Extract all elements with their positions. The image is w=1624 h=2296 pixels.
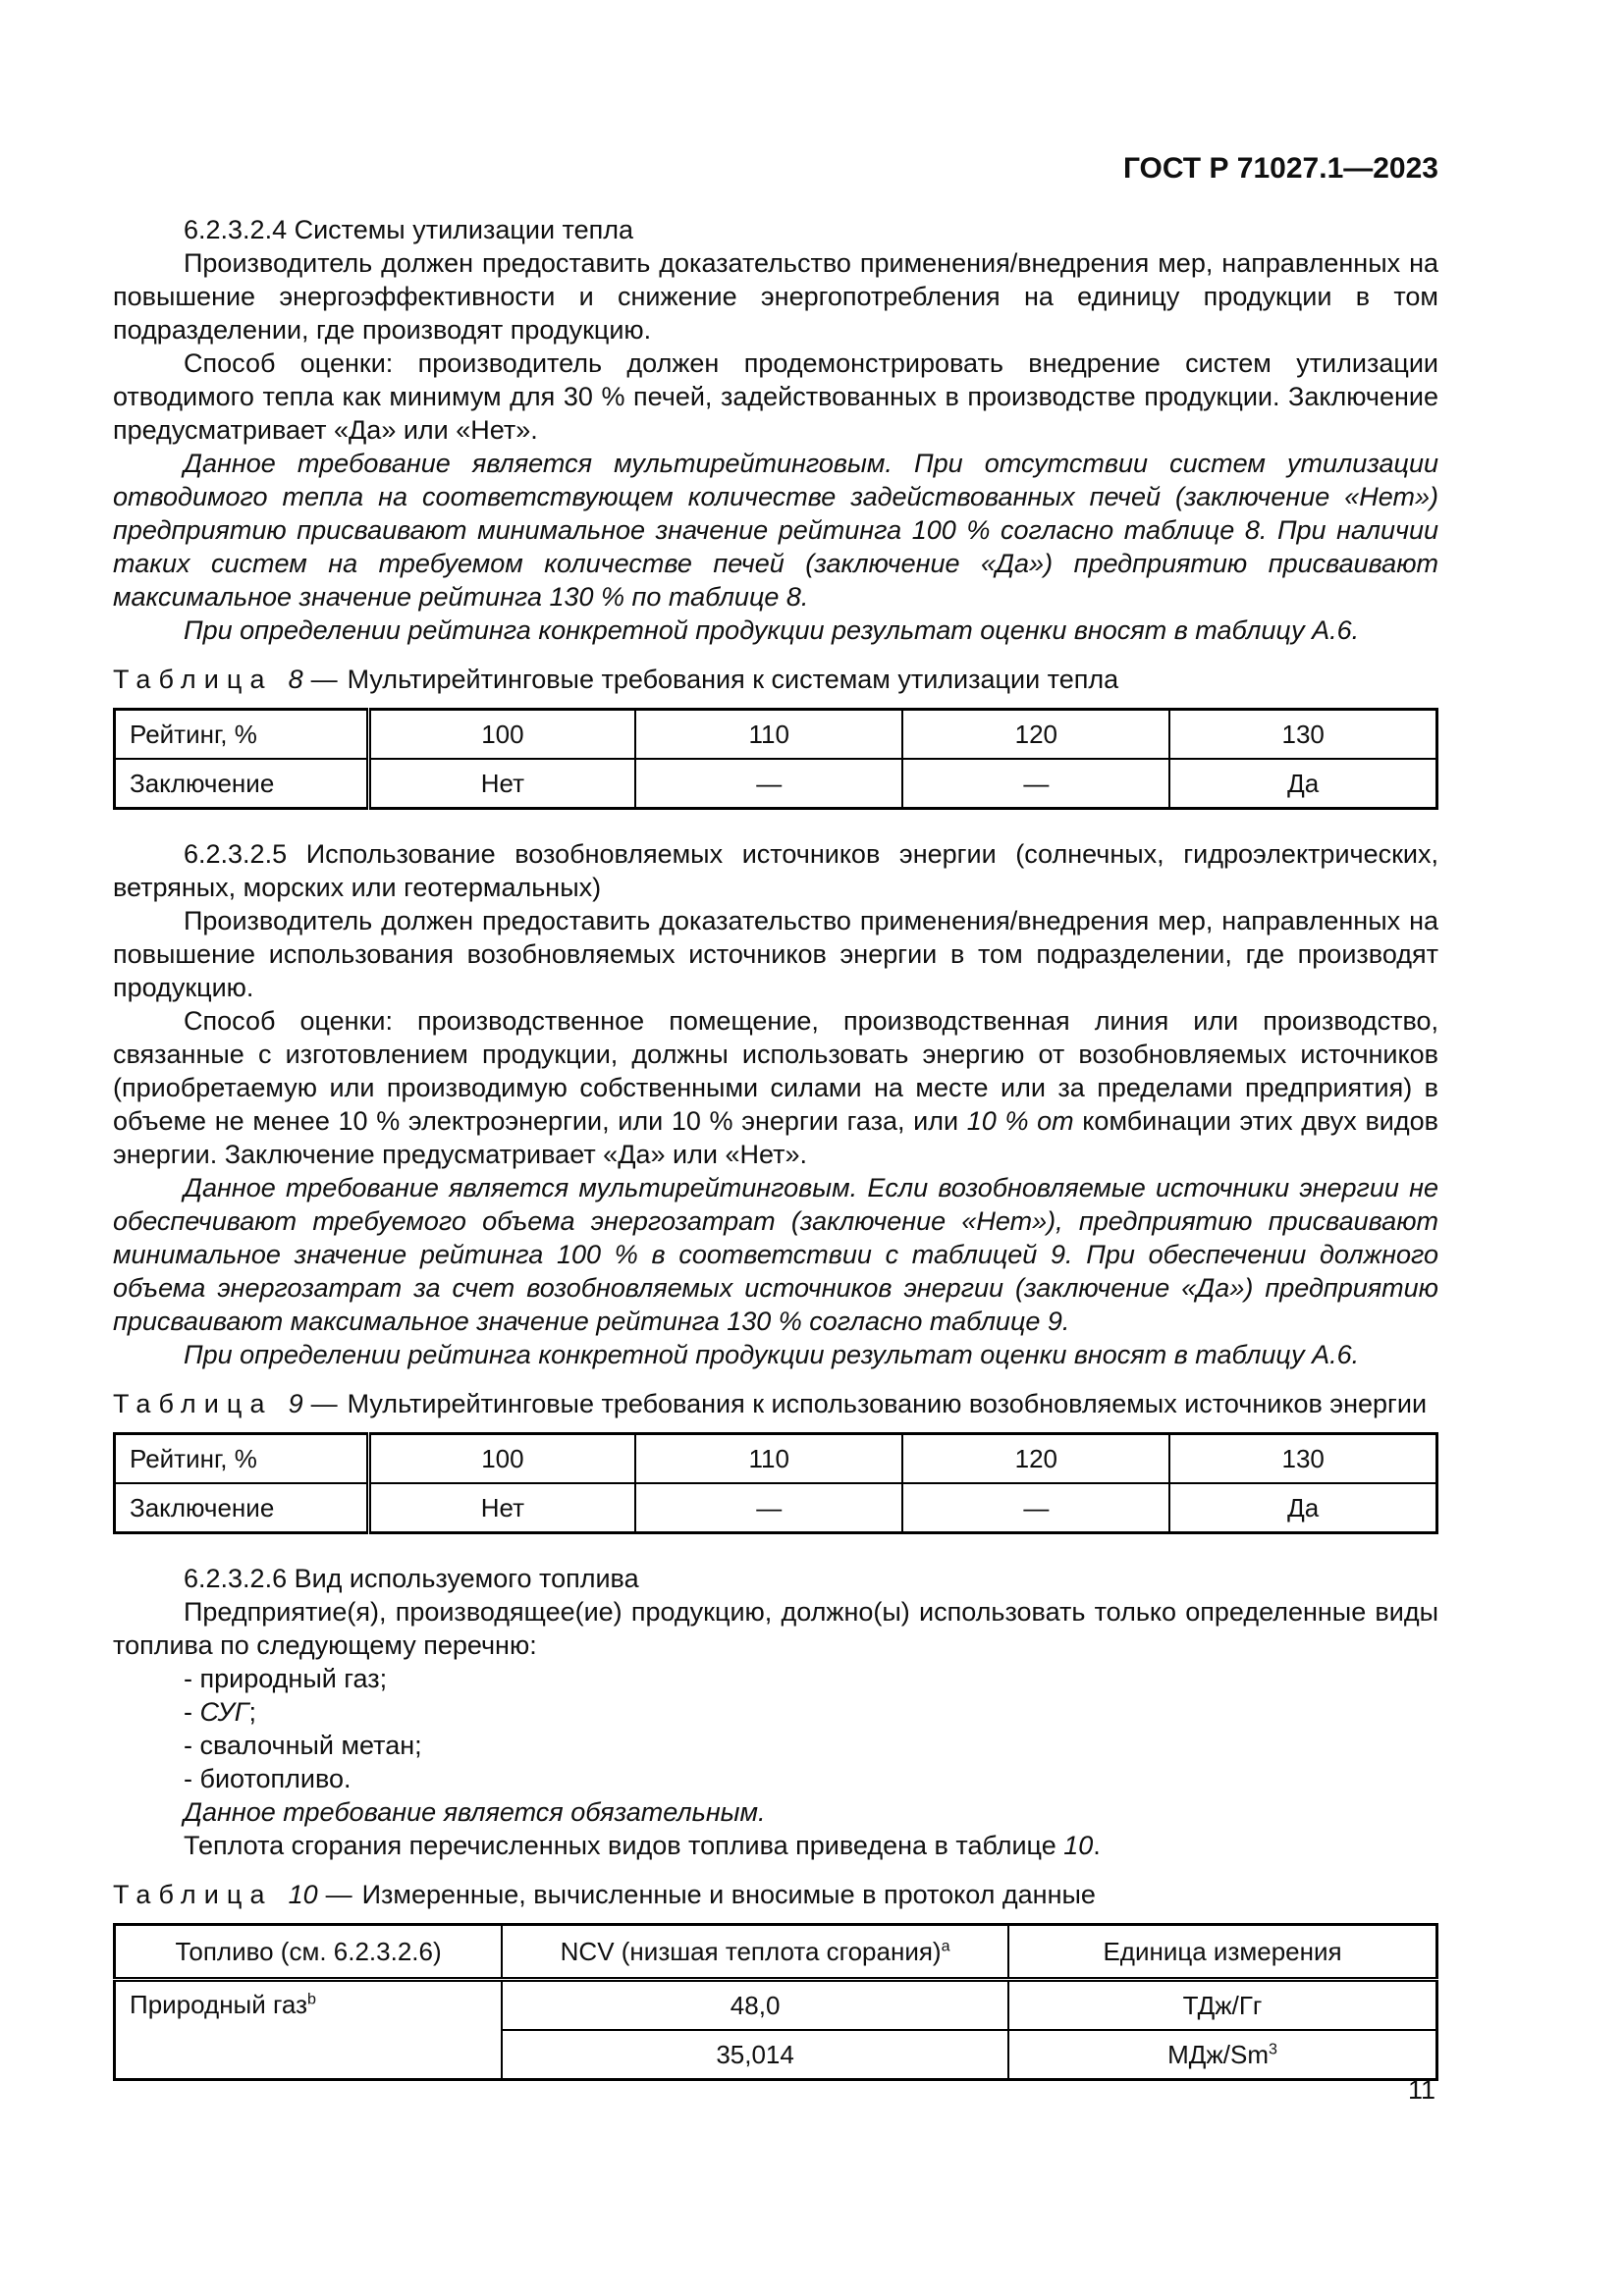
row-label-cell: Рейтинг, % <box>115 1434 369 1484</box>
value-cell: 120 <box>902 1434 1169 1484</box>
caption-title: Мультирейтинговые требования к использованию возобновляемых источников энергии <box>347 1389 1428 1418</box>
caption-title: Мультирейтинговые требования к системам утилизации тепла <box>347 665 1119 694</box>
section-6-2-3-2-5 <box>113 837 1438 1371</box>
table-row <box>115 1434 1437 1484</box>
paragraph: Предприятие(я), производящее(ие) продукцию, должно(ы) использовать только определенные виды топлива по следующему перечню: <box>113 1597 1438 1660</box>
value-cell: Нет <box>368 759 635 809</box>
value-cell: 130 <box>1169 710 1436 760</box>
paragraph: Производитель должен предоставить доказательство применения/внедрения мер, направленных на повышение энергоэффективности и снижение энергопотребления на единицу продукции в том подразделении, где производят продукцию. <box>113 248 1438 345</box>
table-row <box>115 1980 1437 2031</box>
column-header-text: Топливо (см. 6.2.3.2.6) <box>175 1937 442 1966</box>
fuel-cell <box>115 1980 503 2080</box>
value-cell: Нет <box>368 1483 635 1533</box>
table-9 <box>113 1432 1438 1534</box>
unit-cell <box>1008 2030 1436 2080</box>
table-row <box>115 1483 1437 1533</box>
value-cell: 100 <box>368 1434 635 1484</box>
unit-text: МДж/Sm <box>1167 2040 1269 2069</box>
value-cell: — <box>902 1483 1169 1533</box>
list-item: - природный газ; <box>184 1664 388 1693</box>
row-label-cell: Заключение <box>115 1483 369 1533</box>
caption-word: Таблица <box>113 1389 273 1418</box>
value-cell: 120 <box>902 710 1169 760</box>
caption-title: Измеренные, вычисленные и вносимые в протокол данные <box>361 1880 1096 1909</box>
section-heading: 6.2.3.2.6 Вид используемого топлива <box>184 1564 639 1593</box>
column-header-text: Единица измерения <box>1103 1937 1342 1966</box>
page-number: 11 <box>1407 2075 1435 2105</box>
caption-number: 9 <box>288 1389 303 1418</box>
table-8 <box>113 708 1438 810</box>
value-cell: — <box>635 1483 902 1533</box>
value-cell: 110 <box>635 710 902 760</box>
table-10 <box>113 1923 1438 2081</box>
section-6-2-3-2-6 <box>113 1562 1438 1862</box>
section-heading: 6.2.3.2.5 Использование возобновляемых источников энергии (солнечных, гидроэлектрических, ветряных, морских или геотермальных) <box>113 839 1438 902</box>
ncv-value-cell: 48,0 <box>502 1980 1008 2031</box>
paragraph-italic: Данное требование является мультирейтинговым. Если возобновляемые источники энергии не обеспечивают требуемого объема энергозатрат (заключение «Нет»), предприятию присваивают минимальное значение рейтинга 100 % в соответствии с таблицей 9. При обеспечении должного объема энергозатрат за счет возобновляемых источников энергии (заключение «Да») предприятию присваивают максимальное значение рейтинга 130 % согласно таблице 9. <box>113 1173 1438 1336</box>
caption-word: Таблица <box>113 665 273 694</box>
list-item: - биотопливо. <box>184 1764 352 1793</box>
table-row <box>115 759 1437 809</box>
paragraph-italic: При определении рейтинга конкретной продукции результат оценки вносят в таблицу А.6. <box>184 1340 1360 1369</box>
value-cell: — <box>635 759 902 809</box>
column-header-unit <box>1008 1925 1436 1980</box>
table-header-row <box>115 1925 1437 1980</box>
paragraph-italic: При определении рейтинга конкретной продукции результат оценки вносят в таблицу А.6. <box>184 615 1360 645</box>
caption-number: 8 <box>288 665 303 694</box>
column-header-fuel <box>115 1925 503 1980</box>
value-cell: — <box>902 759 1169 809</box>
paragraph: Способ оценки: производственное помещение, производственная линия или производство, связанные с изготовлением продукции, должны использовать энергию от возобновляемых источников (приобретаемую или производимую собственными силами на месте или за пределами предприятия) в объеме не менее 10 % электроэнергии, или 10 % энергии газа, или 10 % от комбинации этих двух видов энергии. Заключение предусматривает «Да» или «Нет». <box>113 1006 1438 1169</box>
section-6-2-3-2-4 <box>113 213 1438 647</box>
value-cell: 100 <box>368 710 635 760</box>
list-item: - свалочный метан; <box>184 1731 422 1760</box>
value-cell: 110 <box>635 1434 902 1484</box>
table-10-caption <box>113 1878 1438 1911</box>
fuel-name: Природный газ <box>130 1990 307 2019</box>
table-9-caption <box>113 1387 1438 1420</box>
paragraph: Теплота сгорания перечисленных видов топлива приведена в таблице 10. <box>184 1831 1101 1860</box>
value-cell: 130 <box>1169 1434 1436 1484</box>
caption-dash: — <box>310 1389 338 1418</box>
column-header-ncv <box>502 1925 1008 1980</box>
value-cell: Да <box>1169 1483 1436 1533</box>
caption-number: 10 <box>288 1880 318 1909</box>
caption-dash: — <box>325 1880 352 1909</box>
ncv-value-cell: 35,014 <box>502 2030 1008 2080</box>
column-header-text: NCV (низшая теплота сгорания) <box>560 1937 942 1966</box>
paragraph-italic: Данное требование является мультирейтинговым. При отсутствии систем утилизации отводимого тепла на соответствующем количестве задействованных печей (заключение «Нет») предприятию присваивают минимальное значение рейтинга 100 % согласно таблице 8. При наличии таких систем на требуемом количестве печей (заключение «Да») предприятию присваивают максимальное значение рейтинга 130 % по таблице 8. <box>113 449 1438 612</box>
row-label-cell: Заключение <box>115 759 369 809</box>
unit-cell: ТДж/Гг <box>1008 1980 1436 2031</box>
doc-header-standard-number: ГОСТ Р 71027.1—2023 <box>1122 152 1438 185</box>
caption-dash: — <box>310 665 338 694</box>
row-label-cell: Рейтинг, % <box>115 710 369 760</box>
section-heading: 6.2.3.2.4 Системы утилизации тепла <box>184 215 633 244</box>
list-item: - СУГ; <box>184 1697 256 1727</box>
caption-word: Таблица <box>113 1880 273 1909</box>
paragraph: Способ оценки: производитель должен продемонстрировать внедрение систем утилизации отводимого тепла как минимум для 30 % печей, задействованных в производстве продукции. Заключение предусматривает «Да» или «Нет». <box>113 348 1438 445</box>
table-8-caption <box>113 663 1438 696</box>
table-row <box>115 710 1437 760</box>
unit-superscript: 3 <box>1268 2040 1277 2058</box>
footnote-marker: a <box>941 1937 950 1955</box>
paragraph: Производитель должен предоставить доказательство применения/внедрения мер, направленных на повышение использования возобновляемых источников энергии в том подразделении, где производят продукцию. <box>113 906 1438 1002</box>
value-cell: Да <box>1169 759 1436 809</box>
footnote-marker: b <box>306 1990 316 2008</box>
paragraph-italic: Данное требование является обязательным. <box>184 1797 766 1827</box>
